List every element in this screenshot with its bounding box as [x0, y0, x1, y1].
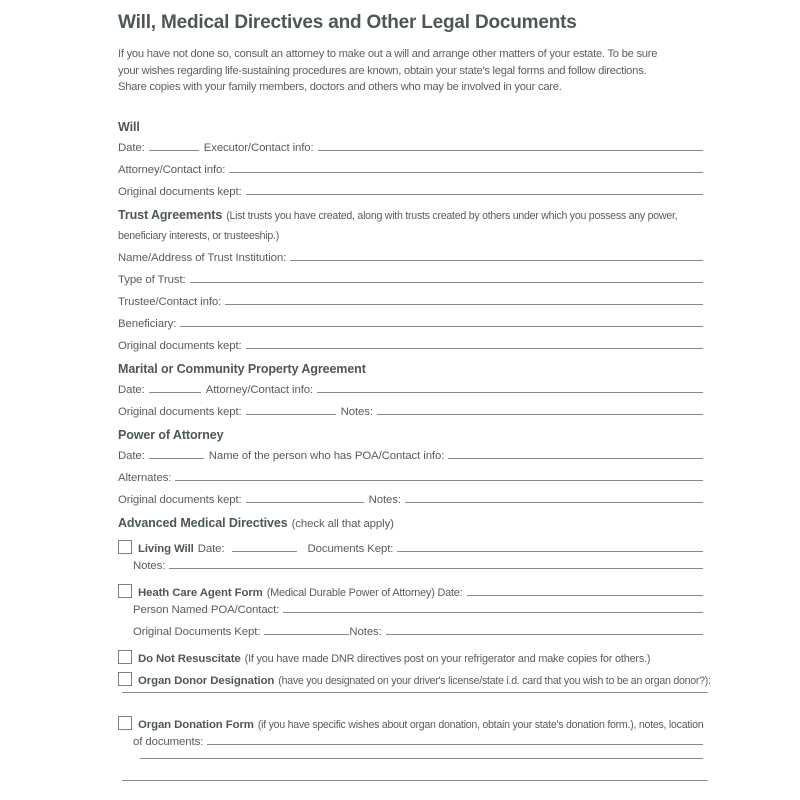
organ-donor-row	[118, 670, 711, 692]
trust-documents-kept-row	[118, 340, 703, 362]
poa-notes-input-line[interactable]	[405, 502, 703, 503]
health-agent-notes-label: Notes:	[349, 625, 382, 638]
will-date-input-line[interactable]	[149, 150, 199, 151]
trust-note-continued-row	[118, 230, 703, 252]
organ-form-row	[118, 714, 703, 736]
intro-paragraph	[118, 46, 703, 96]
poa-kept-label: Original documents kept:	[118, 493, 242, 506]
organ-donor-answer-input-line[interactable]	[122, 692, 708, 693]
organ-donor-label: Organ Donor Designation	[138, 674, 275, 687]
extra-notes-input-line-1[interactable]	[140, 758, 703, 759]
will-attorney-label: Attorney/Contact info:	[118, 163, 226, 176]
trust-beneficiary-input-line[interactable]	[180, 326, 703, 327]
health-agent-kept-input-line[interactable]	[264, 634, 349, 635]
organ-donor-checkbox[interactable]	[118, 672, 132, 686]
living-will-notes-input-line[interactable]	[169, 568, 703, 569]
health-agent-person-label: Person Named POA/Contact:	[133, 603, 280, 616]
intro-line-2: your wishes regarding life-sustaining procedures are known, obtain your state's legal forms and follow directions.	[118, 64, 647, 77]
trust-heading-note-line2: beneficiary interests, or trusteeship.)	[118, 229, 280, 242]
living-will-label: Living Will	[138, 542, 194, 555]
living-will-date-label: Date:	[197, 542, 225, 555]
health-agent-checkbox[interactable]	[118, 584, 132, 598]
marital-attorney-label: Attorney/Contact info:	[205, 383, 314, 396]
poa-person-input-line[interactable]	[448, 458, 703, 459]
poa-alternates-row	[118, 472, 703, 494]
poa-date-person-row	[118, 450, 703, 472]
trust-section-heading-row	[118, 208, 703, 230]
organ-form-checkbox[interactable]	[118, 716, 132, 730]
health-agent-person-row	[118, 604, 703, 626]
poa-date-label: Date:	[118, 449, 145, 462]
dnr-row	[118, 648, 703, 670]
marital-notes-label: Notes:	[340, 405, 373, 418]
health-agent-notes-input-line[interactable]	[386, 634, 703, 635]
marital-kept-input-line[interactable]	[246, 414, 336, 415]
will-date-label: Date:	[118, 141, 145, 154]
poa-alternates-label: Alternates:	[118, 471, 172, 484]
form-body	[118, 119, 711, 800]
marital-notes-input-line[interactable]	[377, 414, 703, 415]
health-agent-kept-label: Original Documents Kept:	[133, 625, 261, 638]
marital-date-input-line[interactable]	[149, 392, 201, 393]
will-executor-label: Executor/Contact info:	[203, 141, 314, 154]
trust-beneficiary-row	[118, 318, 703, 340]
health-agent-note: (Medical Durable Power of Attorney) Date:	[266, 586, 463, 599]
poa-kept-input-line[interactable]	[246, 502, 364, 503]
poa-person-label: Name of the person who has POA/Contact info:	[208, 449, 445, 462]
will-section-heading-row	[118, 120, 703, 142]
health-agent-label: Heath Care Agent Form	[138, 586, 263, 599]
organ-form-docs-label: of documents:	[133, 735, 204, 748]
dnr-label: Do Not Resuscitate	[138, 652, 241, 665]
organ-form-note: (if you have specific wishes about organ donation, obtain your state's donation form.), notes, location	[257, 718, 704, 731]
poa-notes-label: Notes:	[368, 493, 401, 506]
living-will-docs-input-line[interactable]	[397, 551, 703, 552]
marital-section-heading: Marital or Community Property Agreement	[118, 361, 366, 376]
amd-heading-note: (check all that apply)	[291, 517, 394, 530]
health-agent-person-input-line[interactable]	[283, 612, 703, 613]
extra-notes-row-2	[118, 780, 703, 800]
trust-section-heading: Trust Agreements	[118, 207, 223, 222]
trust-type-row	[118, 274, 703, 296]
poa-kept-notes-row	[118, 494, 703, 516]
marital-date-label: Date:	[118, 383, 145, 396]
organ-form-documents-row	[118, 736, 703, 758]
living-will-row	[118, 538, 703, 560]
poa-section-heading-row	[118, 428, 703, 450]
will-date-executor-row	[118, 142, 703, 164]
health-agent-row	[118, 582, 703, 604]
health-agent-kept-row	[118, 626, 703, 648]
trust-trustee-label: Trustee/Contact info:	[118, 295, 222, 308]
dnr-note: (If you have made DNR directives post on your refrigerator and make copies for others.)	[244, 652, 651, 665]
organ-donor-answer-row	[118, 692, 703, 714]
organ-donor-note: (have you designated on your driver's license/state i.d. card that you wish to be an organ donor?):	[278, 674, 711, 687]
extra-notes-input-line-2[interactable]	[122, 780, 708, 781]
will-kept-input-line[interactable]	[246, 194, 703, 195]
trust-type-label: Type of Trust:	[118, 273, 186, 286]
will-executor-input-line[interactable]	[318, 150, 703, 151]
dnr-checkbox[interactable]	[118, 650, 132, 664]
trust-kept-label: Original documents kept:	[118, 339, 242, 352]
trust-heading-note: (List trusts you have created, along with trusts created by others under which you possess any power,	[226, 209, 678, 222]
trust-institution-input-line[interactable]	[290, 260, 703, 261]
intro-line-1: If you have not done so, consult an attorney to make out a will and arrange other matters of your estate. To be sure	[118, 48, 658, 60]
poa-section-heading: Power of Attorney	[118, 427, 224, 442]
trust-trustee-input-line[interactable]	[225, 304, 703, 305]
living-will-notes-label: Notes:	[133, 559, 166, 572]
marital-section-heading-row	[118, 362, 703, 384]
intro-line-3: Share copies with your family members, doctors and others who may be involved in your care.	[118, 81, 562, 93]
will-attorney-input-line[interactable]	[229, 172, 703, 173]
health-agent-date-input-line[interactable]	[467, 595, 704, 596]
organ-form-label: Organ Donation Form	[138, 718, 254, 731]
marital-kept-label: Original documents kept:	[118, 405, 242, 418]
poa-alternates-input-line[interactable]	[175, 480, 703, 481]
living-will-date-input-line[interactable]	[232, 551, 297, 552]
amd-section-heading-row	[118, 516, 703, 538]
living-will-checkbox[interactable]	[118, 540, 132, 554]
will-kept-label: Original documents kept:	[118, 185, 242, 198]
will-attorney-row	[118, 164, 703, 186]
trust-trustee-row	[118, 296, 703, 318]
organ-form-docs-input-line[interactable]	[207, 744, 703, 745]
amd-section-heading: Advanced Medical Directives	[118, 515, 288, 530]
trust-institution-label: Name/Address of Trust Institution:	[118, 251, 287, 264]
trust-kept-input-line[interactable]	[246, 348, 703, 349]
marital-attorney-input-line[interactable]	[317, 392, 703, 393]
living-will-docs-label: Documents Kept:	[307, 542, 394, 555]
trust-type-input-line[interactable]	[190, 282, 703, 283]
marital-date-attorney-row	[118, 384, 703, 406]
trust-beneficiary-label: Beneficiary:	[118, 317, 177, 330]
poa-date-input-line[interactable]	[149, 458, 204, 459]
extra-notes-row-1	[118, 758, 703, 780]
will-section-heading: Will	[118, 119, 140, 134]
living-will-notes-row	[118, 560, 703, 582]
will-documents-kept-row	[118, 186, 703, 208]
marital-kept-notes-row	[118, 406, 703, 428]
trust-institution-row	[118, 252, 703, 274]
page-title: Will, Medical Directives and Other Legal Documents	[118, 12, 577, 33]
